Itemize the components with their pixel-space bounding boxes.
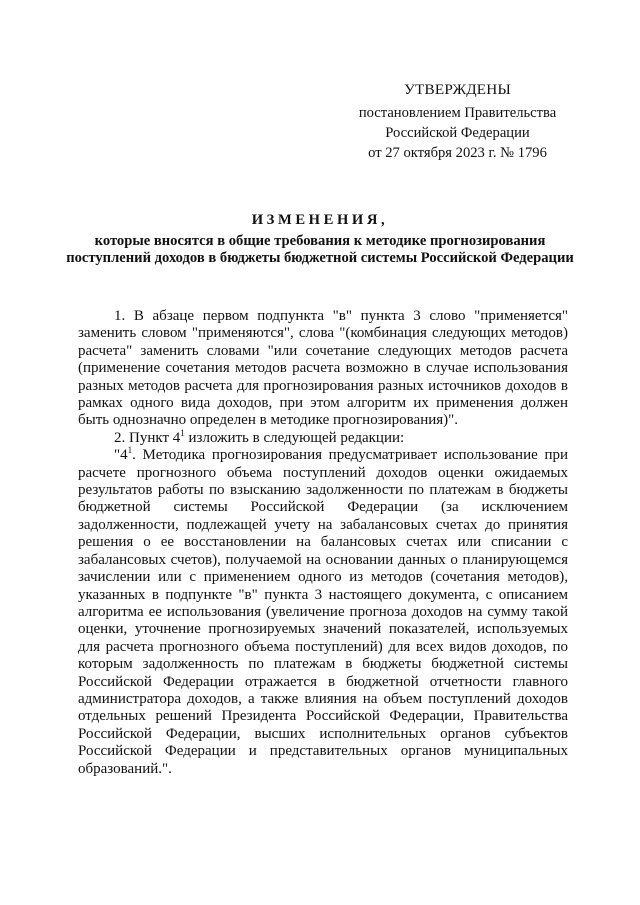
item-2-prefix: 2. Пункт 4 [114,429,181,446]
approval-stamp [340,80,575,163]
document-title: ИЗМЕНЕНИЯ, [251,212,389,228]
quote-body: . Методика прогнозирования предусматривает использование при расчете прогнозного объема поступлений доходов оценки ожидаемых результатов работы по взысканию задолженности по платежам в бюджеты бюджетной системы Российской Федерации (за исключением задолженности, подлежащей учету на забалансовых счетах до принятия решения о ее восстановлении на балансовых счетах или списании с забалансовых счетов), получаемой на основании данных о планирующемся зачислении или с применением одного из методов (сочетания методов), указанных в подпункте "в" пункта 3 настоящего документа, с описанием алгоритма ее использования (увеличение прогноза доходов на сумму такой оценки, уточнение прогнозируемых значений показателей, используемых для расчета прогнозного объема поступлений) для всех видов доходов, по которым задолженность по платежам в бюджеты бюджетной системы Российской Федерации отражается в бюджетной отчетности главного администратора доходов, а также влияния на объем поступлений доходов отдельных решений Президента Российской Федерации, Правительства Российской Федерации, высших исполнительных органов субъектов Российской Федерации и представительных органов муниципальных образований.". [78,447,568,777]
quote-superscript: 1 [127,445,133,456]
quote-prefix: "4 [114,447,128,464]
paragraph-quoted-text [78,447,568,778]
approval-line-date: от 27 октября 2023 г. № 1796 [368,145,547,161]
document-heading [60,212,580,268]
approval-line-authority: Российской Федерации [385,125,530,141]
document-subtitle: которые вносятся в общие требования к методике прогнозирования поступлений доходов в бюджеты бюджетной системы Российской Федерации [66,232,574,266]
item-2-suffix: изложить в следующей редакции: [184,429,405,446]
approval-title: УТВЕРЖДЕНЫ [404,81,511,98]
paragraph-item-2 [78,427,568,447]
approval-line-decree: постановлением Правительства [358,105,557,121]
item-2-superscript: 1 [180,427,185,438]
document-body [78,308,568,778]
paragraph-item-1: 1. В абзаце первом подпункта "в" пункта 3 слово "применяется" заменить словом "применяются", слова "(комбинация следующих методов) расчета" заменить словами "или сочетание следующих методов расчета (применение сочетания методов расчета возможно в случае использования разных методов расчета для прогнозирования разных источников доходов в рамках одного вида доходов, при этом алгоритм их применения должен быть однозначно определен в методике прогнозирования)". [78,308,568,429]
